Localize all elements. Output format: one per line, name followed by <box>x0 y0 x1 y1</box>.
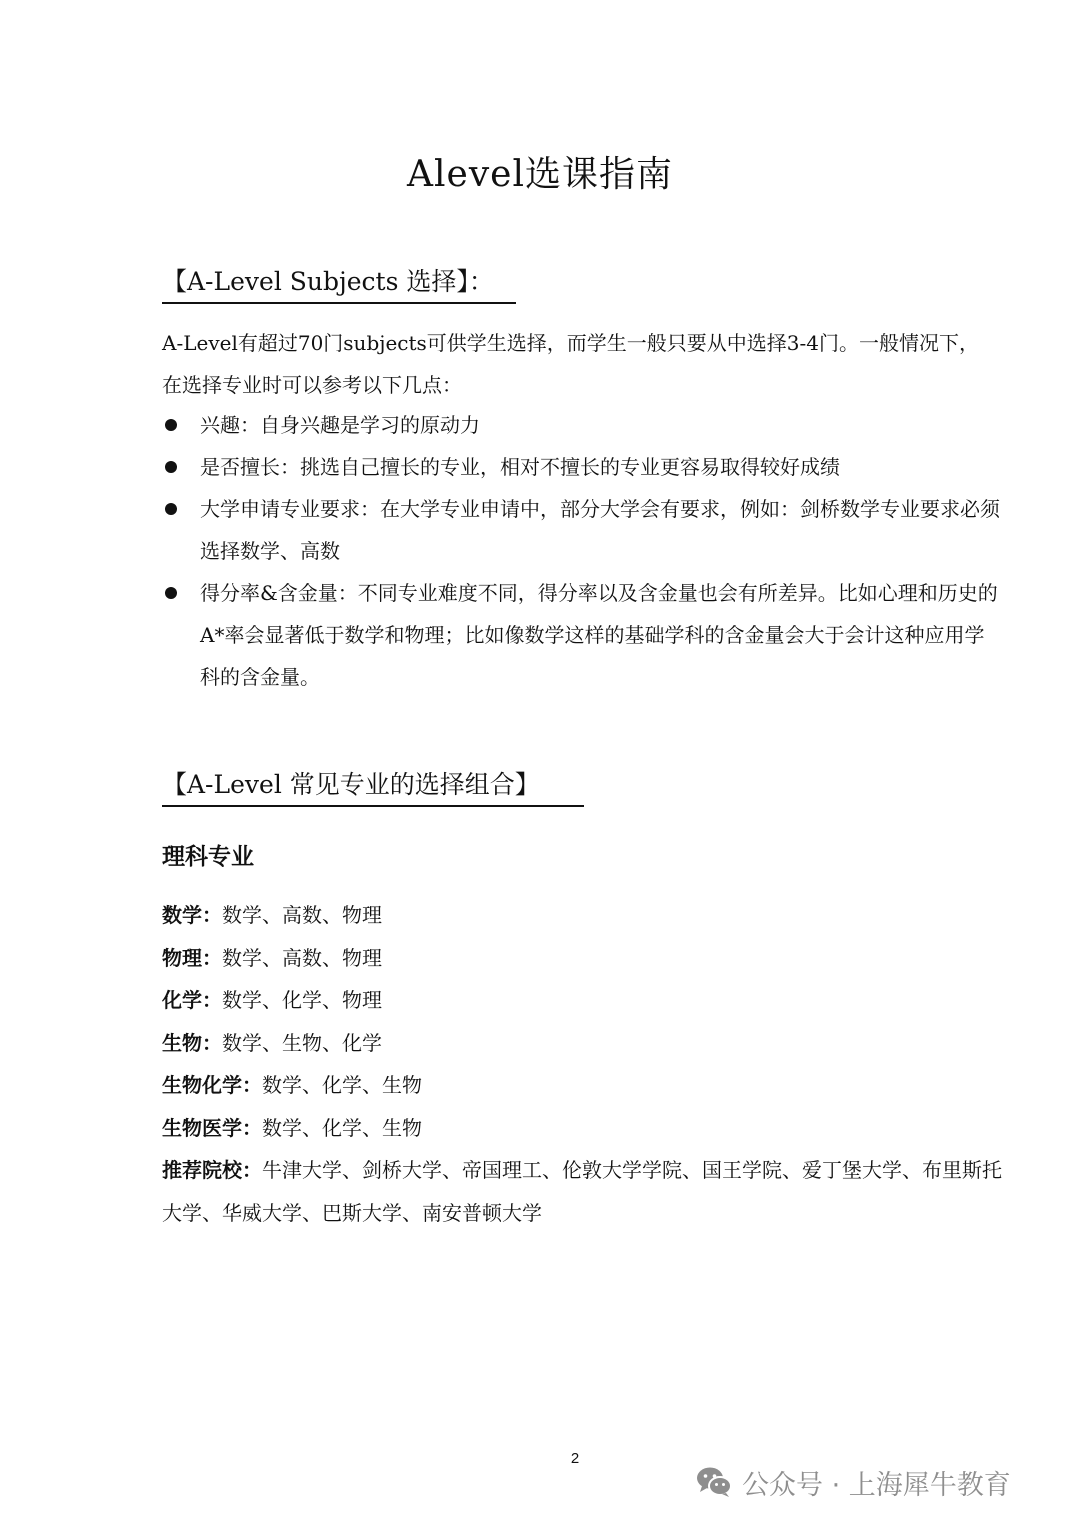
section-heading-combinations: 【A-Level 常见专业的选择组合】 <box>162 765 584 807</box>
considerations-list <box>162 404 1002 698</box>
bullet-icon <box>165 587 177 599</box>
combo-label: 生物： <box>162 1030 222 1055</box>
bullet-text: 兴趣：自身兴趣是学习的原动力 <box>200 413 480 437</box>
combo-subjects: 牛津大学、剑桥大学、帝国理工、伦敦大学学院、国王学院、爱丁堡大学、布里斯托大学、华威大学、巴斯大学、南安普顿大学 <box>162 1158 1002 1225</box>
combo-label: 化学： <box>162 988 222 1012</box>
combo-row <box>162 1149 1002 1234</box>
combo-row <box>162 937 1002 980</box>
combo-row <box>162 1064 1002 1107</box>
combo-subjects: 数学、生物、化学 <box>222 1030 382 1055</box>
bullet-text: 得分率&含金量：不同专业难度不同，得分率以及含金量也会有所差异。比如心理和历史的A*率会显著低于数学和物理；比如像数学这样的基础学科的含金量会大于会计这种应用学科的含金量。 <box>200 581 998 689</box>
bullet-icon <box>165 461 177 473</box>
science-majors-heading: 理科专业 <box>162 844 254 870</box>
bullet-text: 是否擅长：挑选自己擅长的专业，相对不擅长的专业更容易取得较好成绩 <box>200 455 840 479</box>
list-item <box>162 572 1002 698</box>
list-item <box>162 404 1002 446</box>
page-number: 2 <box>570 1450 580 1467</box>
bullet-icon <box>165 503 177 515</box>
combination-list <box>162 894 1002 1234</box>
combo-row <box>162 979 1002 1022</box>
combo-subjects: 数学、化学、物理 <box>222 988 382 1012</box>
bullet-icon <box>165 419 177 431</box>
combo-label: 数学： <box>162 903 222 927</box>
page-title: Alevel选课指南 <box>407 154 673 195</box>
list-item <box>162 488 1002 572</box>
combo-label: 生物化学： <box>162 1073 262 1097</box>
combo-row <box>162 1107 1002 1150</box>
combo-subjects: 数学、高数、物理 <box>222 945 382 970</box>
section-heading-subjects: 【A-Level Subjects 选择】： <box>162 262 516 304</box>
list-item <box>162 446 1002 488</box>
watermark <box>696 1462 1011 1502</box>
wechat-icon <box>696 1466 732 1498</box>
combo-subjects: 数学、高数、物理 <box>222 903 382 927</box>
combo-label: 生物医学： <box>162 1115 262 1140</box>
bullet-text: 大学申请专业要求：在大学专业申请中，部分大学会有要求，例如：剑桥数学专业要求必须选择数学、高数 <box>200 497 1000 563</box>
intro-paragraph: A-Level有超过70门subjects可供学生选择，而学生一般只要从中选择3-4门。一般情况下，在选择专业时可以参考以下几点： <box>162 331 979 397</box>
combo-subjects: 数学、化学、生物 <box>262 1115 422 1140</box>
combo-label: 推荐院校： <box>162 1158 262 1182</box>
watermark-text: 公众号 · 上海犀牛教育 <box>742 1469 1011 1501</box>
combo-row <box>162 894 1002 937</box>
combo-row <box>162 1022 1002 1065</box>
combo-subjects: 数学、化学、生物 <box>262 1073 422 1097</box>
combo-label: 物理： <box>162 945 222 970</box>
